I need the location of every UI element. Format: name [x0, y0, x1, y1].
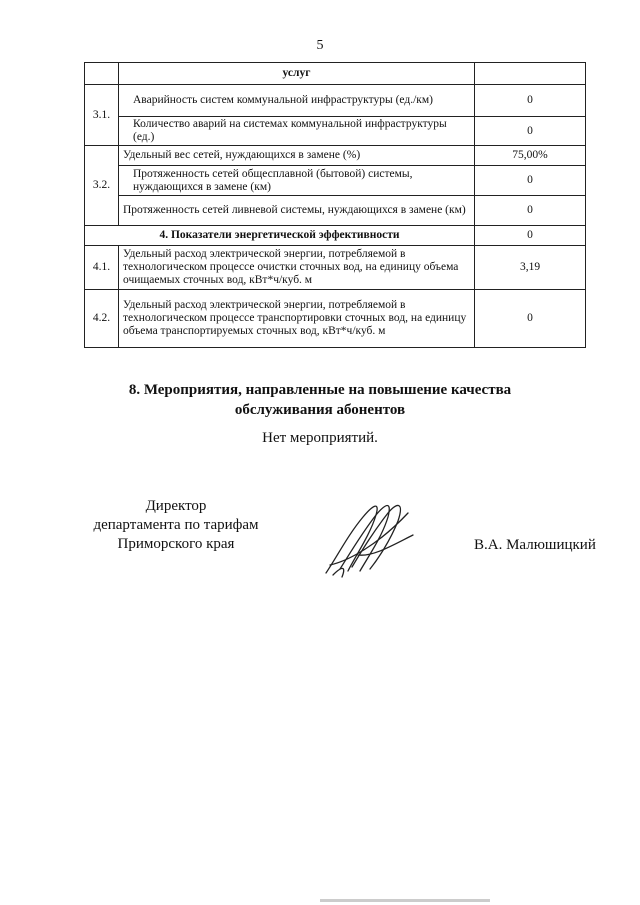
table-cell-num: 4.1.: [85, 246, 119, 290]
table-row: [85, 196, 586, 226]
table-cell-value: 3,19: [475, 246, 586, 290]
table-cell-value: 0: [475, 166, 586, 196]
table-cell-name: Удельный вес сетей, нуждающихся в замене (%): [119, 146, 475, 166]
section-8-title-line-2: обслуживания абонентов: [234, 402, 406, 418]
table-row: [85, 290, 586, 348]
table-row: [85, 85, 586, 117]
table-cell-num: [85, 63, 119, 85]
indicators-table: [84, 62, 586, 348]
section-8-title-line-1: 8. Мероприятия, направленные на повышение качества: [128, 382, 512, 398]
table-cell-name: Удельный расход электрической энергии, потребляемой в технологическом процессе очистки сточных вод, на единицу объема очищаемых сточных вод, кВт*ч/куб. м: [119, 246, 475, 290]
table-cell-value: 0: [475, 117, 586, 146]
table-cell-num: 3.1.: [85, 85, 119, 146]
table-row: [85, 246, 586, 290]
table-row: [85, 117, 586, 146]
table-cell-value: 75,00%: [475, 146, 586, 166]
section-8-text: Нет мероприятий.: [262, 430, 378, 446]
handwritten-signature-icon: [318, 495, 418, 580]
table-cell-name: Количество аварий на системах коммунальной инфраструктуры (ед.): [119, 117, 475, 146]
section-8-title: [0, 380, 640, 420]
page-number: 5: [316, 38, 324, 53]
table-cell-value: [475, 63, 586, 85]
table-row: [85, 63, 586, 85]
signer-position-line-1: Директор: [145, 498, 207, 514]
table-cell-num: 4.2.: [85, 290, 119, 348]
table-cell-value: 0: [475, 85, 586, 117]
table-row: [85, 226, 586, 246]
scan-edge-mark: [320, 899, 490, 903]
table-cell-value: 0: [475, 196, 586, 226]
table-row: [85, 146, 586, 166]
table-cell-section-header: 4. Показатели энергетической эффективности: [85, 226, 475, 246]
table-cell-name: Аварийность систем коммунальной инфраструктуры (ед./км): [119, 85, 475, 117]
table-cell-name: Протяженность сетей общесплавной (бытовой) системы, нуждающихся в замене (км): [119, 166, 475, 196]
signer-position: [76, 497, 276, 554]
table-cell-name: Удельный расход электрической энергии, потребляемой в технологическом процессе транспортировки сточных вод, на единицу объема транспортируемых сточных вод, кВт*ч/куб. м: [119, 290, 475, 348]
table-cell-value: 0: [475, 290, 586, 348]
table-cell-header: услуг: [119, 63, 475, 85]
signer-position-line-2: департамента по тарифам: [93, 517, 259, 533]
table-cell-value: 0: [475, 226, 586, 246]
table-cell-name: Протяженность сетей ливневой системы, нуждающихся в замене (км): [119, 196, 475, 226]
signer-name: В.А. Малюшицкий: [474, 537, 596, 553]
table-row: [85, 166, 586, 196]
signer-position-line-3: Приморского края: [117, 536, 235, 552]
table-cell-num: 3.2.: [85, 146, 119, 226]
